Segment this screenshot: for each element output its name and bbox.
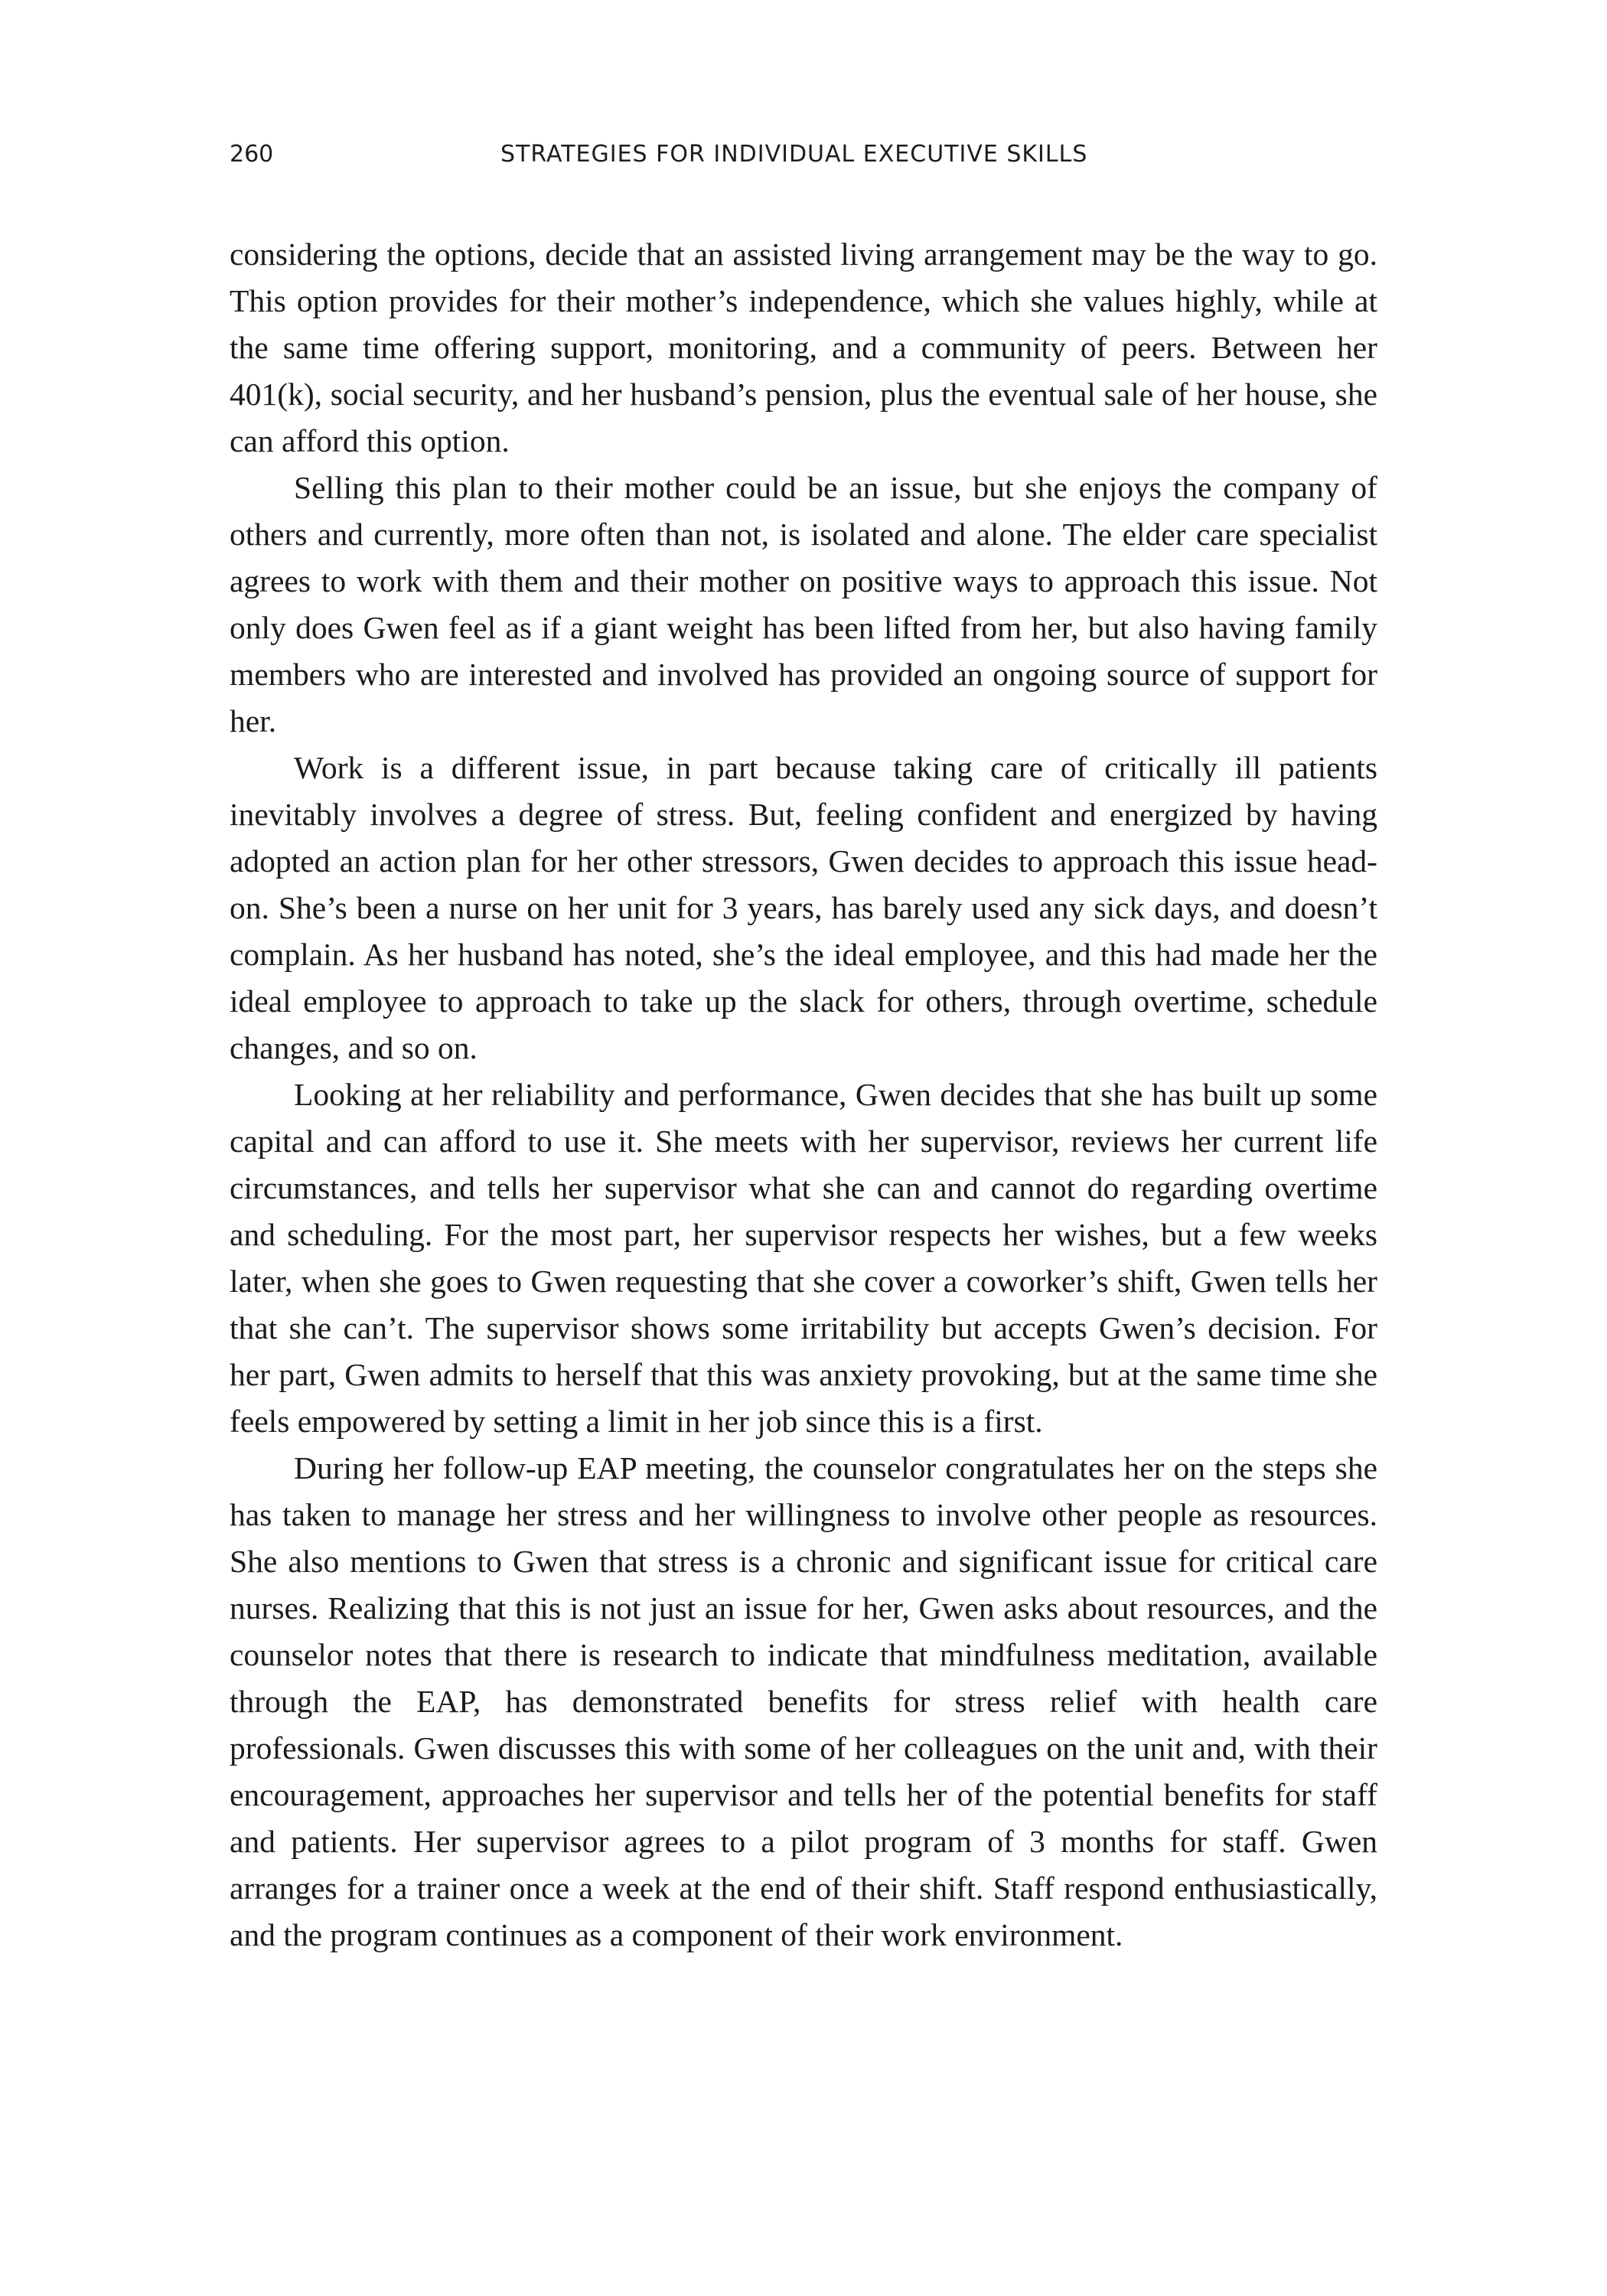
running-head xyxy=(230,136,1377,173)
paragraph-selling-plan: Selling this plan to their mother could be an issue, but she enjoys the company of others and currently, more often than not, is isolated and alone. The elder care specialist agrees to work with them and their mother on positive ways to approach this issue. Not only does Gwen feel as if a giant weight has been lifted from her, but also having family members who are interested and involved has provided an ongoing source of support for her. xyxy=(230,470,1377,739)
body-text xyxy=(230,231,1377,1958)
paragraph-eap-meeting: During her follow-up EAP meeting, the counselor congratulates her on the steps she has taken to manage her stress and her willingness to involve other people as resources. She also mentions to Gwen that stress is a chronic and significant issue for critical care nurses. Realizing that this is not just an issue for her, Gwen asks about resources, and the counselor notes that there is research to indicate that mindfulness meditation, available through the EAP, has demonstrated benefits for stress relief with health care professionals. Gwen discusses this with some of her colleagues on the unit and, with their encouragement, approaches her supervisor and tells her of the potential benefits for staff and patients. Her supervisor agrees to a pilot program of 3 months for staff. Gwen arranges for a trainer once a week at the end of their shift. Staff respond enthusiastically, and the program continues as a component of their work environment. xyxy=(230,1450,1377,1952)
running-title: STRATEGIES FOR INDIVIDUAL EXECUTIVE SKILLS xyxy=(500,141,1088,168)
paragraph-reliability: Looking at her reliability and performance, Gwen decides that she has built up some capital and can afford to use it. She meets with her supervisor, reviews her current life circumstances, and tells her supervisor what she can and cannot do regarding overtime and scheduling. For the most part, her supervisor respects her wishes, but a few weeks later, when she goes to Gwen requesting that she cover a coworker’s shift, Gwen tells her that she can’t. The supervisor shows some irritability but accepts Gwen’s decision. For her part, Gwen admits to herself that this was anxiety provoking, but at the same time she feels empowered by setting a limit in her job since this is a first. xyxy=(230,1077,1377,1439)
paragraph-continued: considering the options, decide that an assisted living arrangement may be the way to go. This option provides for their mother’s independence, which she values highly, while at the same time offering support, monitoring, and a community of peers. Between her 401(k), social security, and her husband’s pension, plus the eventual sale of her house, she can afford this option. xyxy=(230,236,1377,458)
paragraph-work-issue: Work is a different issue, in part because taking care of critically ill patients inevitably involves a degree of stress. But, feeling confident and energized by having adopted an action plan for her other stressors, Gwen decides to approach this issue head-on. She’s been a nurse on her unit for 3 years, has barely used any sick days, and doesn’t complain. As her husband has noted, she’s the ideal employee, and this had made her the ideal employee to approach to take up the slack for others, through overtime, schedule changes, and so on. xyxy=(230,750,1377,1065)
page-number: 260 xyxy=(230,141,274,168)
